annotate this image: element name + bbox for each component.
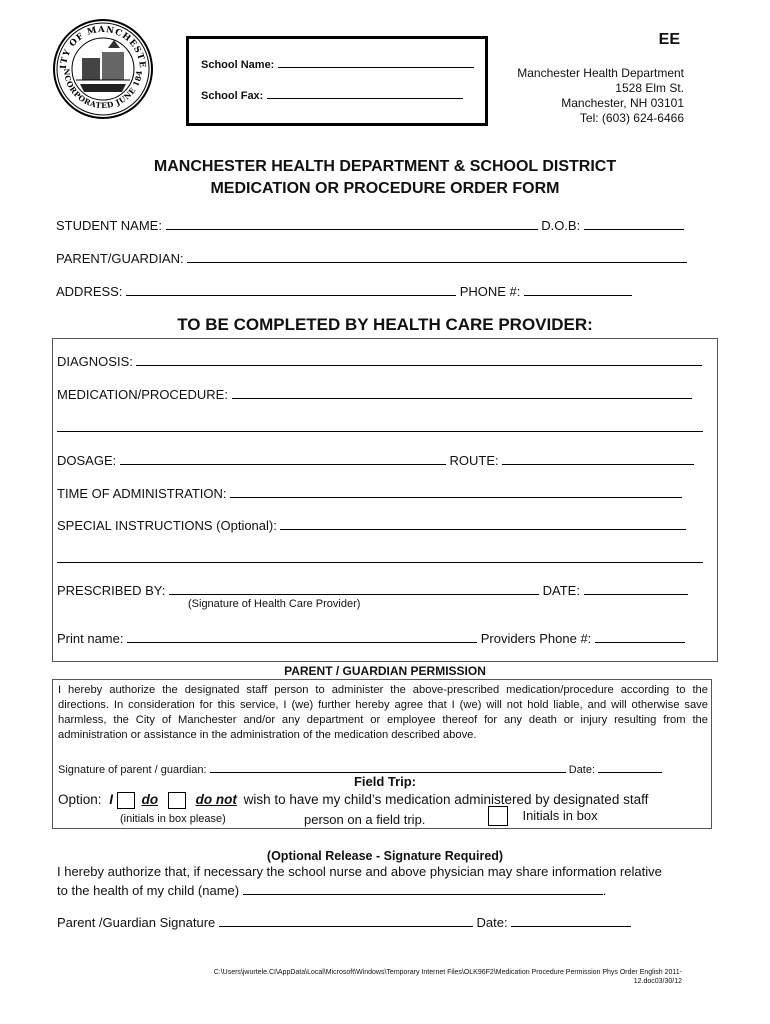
release-signature-label: Parent /Guardian Signature <box>57 915 216 930</box>
dob-field[interactable] <box>584 216 684 230</box>
field-trip-heading: Field Trip: <box>353 774 417 789</box>
option-i: I <box>109 792 114 808</box>
special-label: SPECIAL INSTRUCTIONS (Optional): <box>57 518 277 533</box>
route-label: ROUTE: <box>449 453 499 468</box>
permission-text: I hereby authorize the designated staff person to administer the above-prescribed medication/procedure according to the directions. In consideration for this service, I (we) further hereby agree that I (we) will not hold liable, and will otherwise save harmless, the City of Manchester and/or any department or employee thereof for any death or injury resulting from the administration or assistance in the administration of the medication described above. <box>58 684 708 741</box>
diagnosis-field[interactable] <box>136 352 702 366</box>
department-city: Manchester, NH 03101 <box>561 96 684 110</box>
parent-label: PARENT/GUARDIAN: <box>56 251 184 266</box>
child-name-field[interactable] <box>243 881 603 895</box>
footer-line2: 12.doc03/30/12 <box>633 978 682 985</box>
field-trip-initials-row <box>488 806 598 826</box>
special-field-2[interactable] <box>57 549 703 563</box>
prescribed-date-field[interactable] <box>584 581 688 595</box>
phone-field[interactable] <box>524 282 632 296</box>
release-line2-row <box>57 881 606 898</box>
dob-label: D.O.B: <box>541 218 581 233</box>
footer-line1: C:\Users\jwurtele.CI\AppData\Local\Microsoft\Windows\Temporary Internet Files\OLK96F2\Medication Procedure Permission Phys Order English 2011- <box>213 969 682 976</box>
person-text: person on a field trip. <box>304 812 426 827</box>
do-not-initials-box[interactable] <box>168 792 186 809</box>
school-name-label: School Name: <box>201 59 275 71</box>
release-signature-field[interactable] <box>219 913 473 927</box>
address-field[interactable] <box>126 282 456 296</box>
school-name-field[interactable] <box>278 67 474 68</box>
initials-note: (initials in box please) <box>120 813 226 825</box>
phone-label: PHONE #: <box>459 284 521 299</box>
parent-date-label: Date: <box>568 764 596 776</box>
initials-label: Initials in box <box>522 808 598 824</box>
student-name-field[interactable] <box>166 216 538 230</box>
medication-field-2[interactable] <box>57 418 703 432</box>
dosage-row <box>57 451 694 468</box>
print-name-field[interactable] <box>127 629 477 643</box>
department-street: 1528 Elm St. <box>615 81 684 95</box>
release-date-label: Date: <box>476 915 508 930</box>
diagnosis-row <box>57 352 702 369</box>
form-title-line1: MANCHESTER HEALTH DEPARTMENT & SCHOOL DISTRICT <box>153 158 617 175</box>
special-field[interactable] <box>280 516 686 530</box>
parent-field[interactable] <box>187 249 687 263</box>
special-row <box>57 516 686 533</box>
dosage-label: DOSAGE: <box>57 453 117 468</box>
option-label: Option: <box>58 792 102 808</box>
student-name-label: STUDENT NAME: <box>56 218 162 233</box>
parent-row <box>56 249 687 266</box>
medication-row <box>57 385 692 402</box>
release-line1: I hereby authorize that, if necessary the school nurse and above physician may share information relative <box>57 864 662 879</box>
parent-signature-field[interactable] <box>210 761 566 773</box>
release-heading: (Optional Release - Signature Required) <box>266 849 504 863</box>
route-field[interactable] <box>502 451 694 465</box>
print-name-row <box>57 629 685 646</box>
field-trip-initials-box[interactable] <box>488 806 508 826</box>
form-title-line2: MEDICATION OR PROCEDURE ORDER FORM <box>210 180 560 197</box>
wish-text: wish to have my child’s medication administered by designated staff <box>243 792 649 808</box>
prescribed-label: PRESCRIBED BY: <box>57 583 166 598</box>
medication-field[interactable] <box>232 385 692 399</box>
time-field[interactable] <box>230 484 682 498</box>
release-date-field[interactable] <box>511 913 631 927</box>
do-not-label: do not <box>195 792 237 808</box>
school-fax-field[interactable] <box>267 98 463 99</box>
providers-phone-label: Providers Phone #: <box>480 631 592 646</box>
student-name-row <box>56 216 684 233</box>
department-address <box>517 66 684 126</box>
medication-label: MEDICATION/PROCEDURE: <box>57 387 228 402</box>
prescribed-date-label: DATE: <box>542 583 580 598</box>
parent-signature-label: Signature of parent / guardian: <box>58 764 207 776</box>
permission-heading: PARENT / GUARDIAN PERMISSION <box>284 664 486 678</box>
print-name-label: Print name: <box>57 631 124 646</box>
do-label: do <box>141 792 159 808</box>
dosage-field[interactable] <box>120 451 446 465</box>
signature-note: (Signature of Health Care Provider) <box>188 598 361 610</box>
do-initials-box[interactable] <box>117 792 135 809</box>
time-row <box>57 484 682 501</box>
prescribed-field[interactable] <box>169 581 539 595</box>
address-row <box>56 282 632 299</box>
parent-date-field[interactable] <box>598 761 662 773</box>
provider-heading: TO BE COMPLETED BY HEALTH CARE PROVIDER: <box>177 315 593 334</box>
medication-row-2 <box>57 418 703 435</box>
form-code: EE <box>658 31 680 48</box>
providers-phone-field[interactable] <box>595 629 685 643</box>
prescribed-row <box>57 581 688 598</box>
school-info-box <box>186 36 488 126</box>
seal-top-text: ITY OF MANCHESTE <box>58 24 148 70</box>
department-tel: Tel: (603) 624-6466 <box>579 111 684 125</box>
department-name: Manchester Health Department <box>517 66 684 80</box>
release-line2: to the health of my child (name) <box>57 883 240 898</box>
city-seal <box>52 18 154 120</box>
address-label: ADDRESS: <box>56 284 123 299</box>
diagnosis-label: DIAGNOSIS: <box>57 354 133 369</box>
seal-bottom-text: NCORPORATED JUNE 184 <box>61 68 145 111</box>
special-row-2 <box>57 549 703 566</box>
release-signature-row <box>57 913 631 930</box>
file-path-footer <box>122 968 682 986</box>
release-period: . <box>602 883 607 898</box>
school-fax-label: School Fax: <box>201 90 264 102</box>
time-label: TIME OF ADMINISTRATION: <box>57 486 227 501</box>
